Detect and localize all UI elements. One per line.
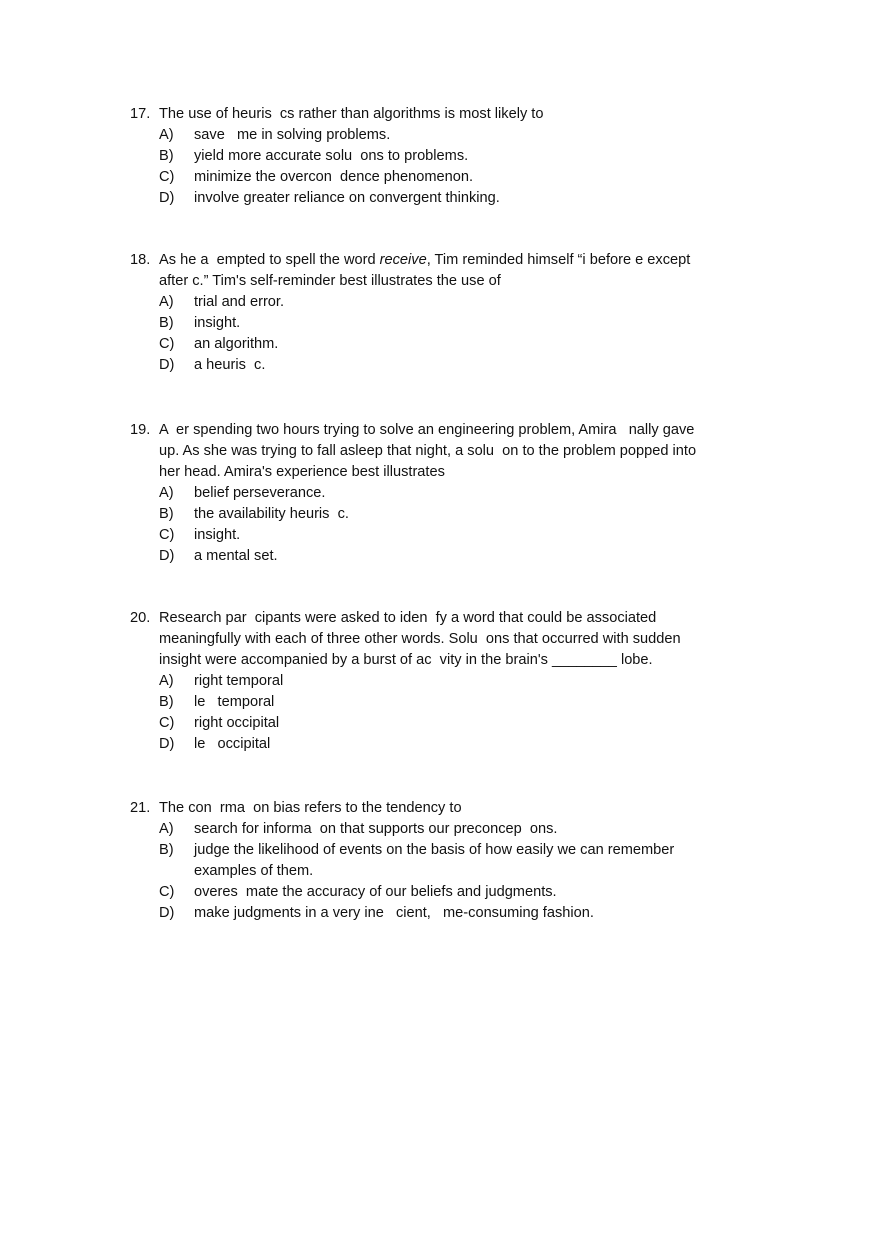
- stem-text: [159, 420, 694, 441]
- option-a: [130, 671, 830, 692]
- stem-line: [130, 629, 830, 650]
- stem-line: [130, 441, 830, 462]
- option-c: [130, 525, 830, 546]
- option-text: trial and error.: [194, 294, 285, 310]
- option-c: [130, 167, 830, 188]
- option-letter: B): [159, 315, 174, 331]
- stem-text: [159, 798, 462, 819]
- option-b: [130, 504, 830, 525]
- stem-text: [159, 250, 690, 271]
- option-b: [130, 840, 830, 861]
- option-letter: C): [159, 884, 175, 900]
- option-c: [130, 334, 830, 355]
- option-d: [130, 355, 830, 376]
- option-text: a heuris c.: [194, 357, 266, 373]
- question-21: [130, 798, 830, 924]
- stem-line: [130, 250, 830, 271]
- option-a: [130, 292, 830, 313]
- question-20: [130, 608, 830, 755]
- option-a: [130, 125, 830, 146]
- stem-line: [130, 462, 830, 483]
- question-number: 18.: [130, 252, 151, 268]
- stem-text: [159, 441, 696, 462]
- option-letter: B): [159, 694, 174, 710]
- option-a: [130, 483, 830, 504]
- option-text: examples of them.: [194, 863, 314, 879]
- option-letter: A): [159, 673, 174, 689]
- option-a: [130, 819, 830, 840]
- option-letter: B): [159, 842, 174, 858]
- stem-segment: up. As she was trying to fall asleep that night, a solu on to the problem popped into: [159, 443, 697, 459]
- option-text: judge the likelihood of events on the basis of how easily we can remember: [194, 842, 675, 858]
- option-text: insight.: [194, 527, 241, 543]
- option-text: le occipital: [194, 736, 271, 752]
- option-letter: C): [159, 336, 175, 352]
- stem-line: [130, 104, 830, 125]
- option-text: an algorithm.: [194, 336, 279, 352]
- question-number: 21.: [130, 800, 151, 816]
- option-d: [130, 546, 830, 567]
- option-c: [130, 713, 830, 734]
- option-letter: C): [159, 715, 175, 731]
- option-letter: C): [159, 169, 175, 185]
- option-text: make judgments in a very ine cient, me-consuming fashion.: [194, 905, 594, 921]
- option-text: right occipital: [194, 715, 280, 731]
- option-letter: A): [159, 485, 174, 501]
- stem-segment: As he a empted to spell the word: [159, 252, 380, 268]
- stem-segment: The use of heuris cs rather than algorithms is most likely to: [159, 106, 544, 122]
- option-text: overes mate the accuracy of our beliefs and judgments.: [194, 884, 557, 900]
- option-d: [130, 188, 830, 209]
- stem-text: [159, 629, 681, 650]
- option-letter: D): [159, 736, 175, 752]
- question-17: [130, 104, 830, 209]
- option-b: [130, 861, 830, 882]
- stem-line: [130, 271, 830, 292]
- option-letter: D): [159, 548, 175, 564]
- option-text: le temporal: [194, 694, 275, 710]
- stem-text: [159, 650, 653, 671]
- option-text: involve greater reliance on convergent thinking.: [194, 190, 500, 206]
- option-b: [130, 692, 830, 713]
- option-letter: A): [159, 127, 174, 143]
- option-letter: D): [159, 357, 175, 373]
- stem-text: [159, 608, 656, 629]
- option-c: [130, 882, 830, 903]
- question-19: [130, 420, 830, 567]
- option-text: right temporal: [194, 673, 284, 689]
- option-letter: D): [159, 190, 175, 206]
- option-text: the availability heuris c.: [194, 506, 349, 522]
- option-text: belief perseverance.: [194, 485, 326, 501]
- stem-segment: , Tim reminded himself “i before e except: [426, 252, 691, 268]
- option-letter: C): [159, 527, 175, 543]
- stem-line: [130, 650, 830, 671]
- question-number: 20.: [130, 610, 151, 626]
- option-letter: D): [159, 905, 175, 921]
- option-letter: A): [159, 294, 174, 310]
- stem-line: [130, 798, 830, 819]
- stem-text: [159, 462, 445, 483]
- stem-segment: meaningfully with each of three other words. Solu ons that occurred with sudden: [159, 631, 681, 647]
- option-text: minimize the overcon dence phenomenon.: [194, 169, 474, 185]
- option-text: search for informa on that supports our preconcep ons.: [194, 821, 558, 837]
- stem-text: [159, 271, 501, 292]
- stem-segment: The con rma on bias refers to the tendency to: [159, 800, 462, 816]
- question-18: [130, 250, 830, 376]
- stem-text: [159, 104, 543, 125]
- option-b: [130, 146, 830, 167]
- stem-line: [130, 608, 830, 629]
- option-letter: B): [159, 148, 174, 164]
- question-number: 19.: [130, 422, 151, 438]
- option-text: save me in solving problems.: [194, 127, 391, 143]
- stem-segment: her head. Amira's experience best illustrates: [159, 464, 445, 480]
- stem-segment: after c.” Tim's self-reminder best illustrates the use of: [159, 273, 501, 289]
- question-number: 17.: [130, 106, 151, 122]
- stem-segment: A er spending two hours trying to solve an engineering problem, Amira nally gave: [159, 422, 695, 438]
- option-d: [130, 903, 830, 924]
- stem-segment: Research par cipants were asked to iden fy a word that could be associated: [159, 610, 657, 626]
- option-text: yield more accurate solu ons to problems.: [194, 148, 469, 164]
- option-b: [130, 313, 830, 334]
- option-d: [130, 734, 830, 755]
- italic-word: receive: [379, 252, 427, 268]
- option-text: insight.: [194, 315, 241, 331]
- stem-segment: insight were accompanied by a burst of ac vity in the brain's ________ lobe.: [159, 652, 653, 668]
- stem-line: [130, 420, 830, 441]
- option-letter: A): [159, 821, 174, 837]
- option-letter: B): [159, 506, 174, 522]
- option-text: a mental set.: [194, 548, 278, 564]
